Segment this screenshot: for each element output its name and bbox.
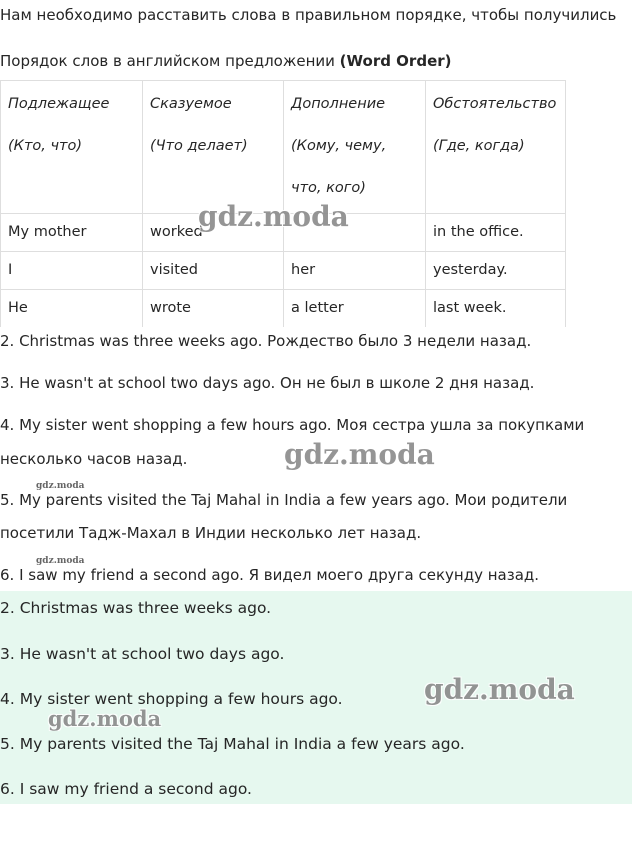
header-title: Обстоятельство	[433, 96, 557, 112]
text-line: 5. My parents visited the Taj Mahal in India a few years ago. Мои родители	[0, 491, 568, 509]
text-line: 6. I saw my friend a second ago. Я видел моего друга секунду назад.	[0, 566, 540, 584]
table-row	[1, 290, 566, 328]
answer-line: 5. My parents visited the Taj Mahal in India a few years ago.	[0, 735, 465, 753]
table-cell: My mother	[1, 214, 143, 252]
watermark-logo: gdz.moda	[198, 200, 349, 233]
header-sub-2: что, кого)	[291, 180, 366, 196]
watermark-logo: gdz.moda	[424, 673, 575, 706]
table-cell: a letter	[284, 290, 426, 328]
answer-line: 4. My sister went shopping a few hours ago.	[0, 690, 343, 708]
caption-bold: (Word Order)	[339, 52, 452, 70]
watermark-logo: gdz.moda	[36, 481, 85, 491]
watermark-logo: gdz.moda	[284, 438, 435, 471]
table-row	[1, 252, 566, 290]
caption-text: Порядок слов в английском предложении	[0, 52, 340, 70]
watermark-logo: gdz.moda	[48, 706, 162, 731]
table-cell: I	[1, 252, 143, 290]
table-cell: in the office.	[426, 214, 566, 252]
answer-line: 6. I saw my friend a second ago.	[0, 780, 252, 798]
text-line: 3. He wasn't at school two days ago. Он не был в школе 2 дня назад.	[0, 374, 535, 392]
table-cell: He	[1, 290, 143, 328]
answer-line: 3. He wasn't at school two days ago.	[0, 645, 285, 663]
header-object	[284, 81, 426, 214]
header-sub: (Где, когда)	[433, 138, 525, 154]
table-header-row	[1, 81, 566, 214]
table-cell: worked	[143, 214, 284, 252]
table-cell: last week.	[426, 290, 566, 328]
header-subject	[1, 81, 143, 214]
header-title: Подлежащее	[8, 96, 110, 112]
text-line: несколько часов назад.	[0, 450, 188, 468]
text-line: посетили Тадж-Махал в Индии несколько лет назад.	[0, 524, 422, 542]
table-cell: yesterday.	[426, 252, 566, 290]
table-cell: visited	[143, 252, 284, 290]
header-sub: (Кому, чему,	[291, 138, 387, 154]
text-line: 2. Christmas was three weeks ago. Рождество было 3 недели назад.	[0, 332, 532, 350]
header-predicate	[143, 81, 284, 214]
table-cell: her	[284, 252, 426, 290]
header-sub: (Что делает)	[150, 138, 248, 154]
header-title: Сказуемое	[150, 96, 232, 112]
text-line: 4. My sister went shopping a few hours ago. Моя сестра ушла за покупками	[0, 416, 585, 434]
header-sub: (Кто, что)	[8, 138, 83, 154]
table-caption	[0, 52, 452, 70]
header-title: Дополнение	[291, 96, 386, 112]
table-cell: wrote	[143, 290, 284, 328]
header-adverbial	[426, 81, 566, 214]
watermark-logo: gdz.moda	[36, 556, 85, 566]
intro-text: Нам необходимо расставить слова в правильном порядке, чтобы получились	[0, 6, 617, 24]
answer-line: 2. Christmas was three weeks ago.	[0, 599, 272, 617]
